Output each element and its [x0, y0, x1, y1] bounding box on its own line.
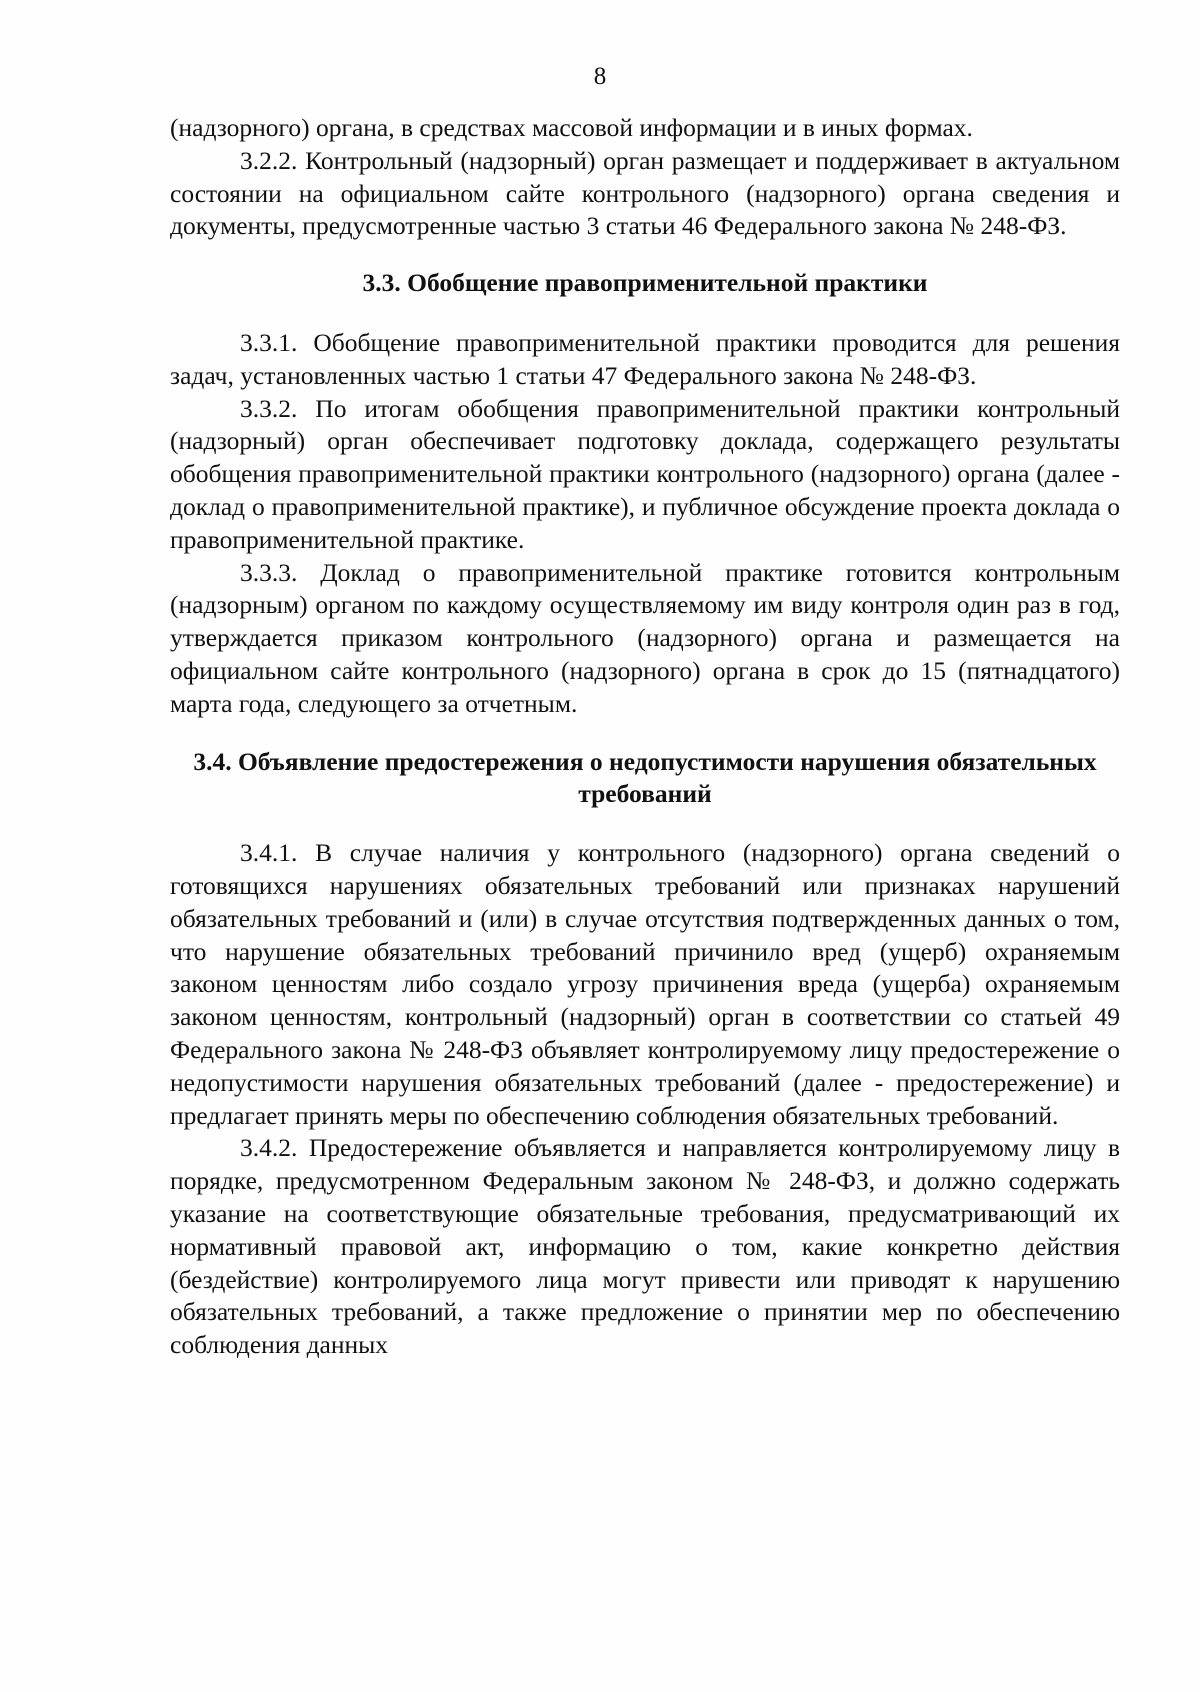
- paragraph-3-2-2: 3.2.2. Контрольный (надзорный) орган размещает и поддерживает в актуальном состоянии на официальном сайте контрольного (надзорного) органа сведения и документы, предусмотренные частью 3 статьи 46 Федерального закона № 248-ФЗ.: [170, 145, 1120, 241]
- document-body: [170, 112, 1120, 1362]
- paragraph-3-4-1: 3.4.1. В случае наличия у контрольного (надзорного) органа сведений о готовящихся нарушениях обязательных требований или признаках нарушений обязательных требований и (или) в случае отсутствия подтвержденных данных о том, что нарушение обязательных требований причинило вред (ущерб) охраняемым законом ценностям либо создало угрозу причинения вреда (ущерба) охраняемым законом ценностям, контрольный (надзорный) орган в соответствии со статьей 49 Федерального закона № 248-ФЗ объявляет контролируемому лицу предостережение о недопустимости нарушения обязательных требований (далее - предостережение) и предлагает принять меры по обеспечению соблюдения обязательных требований.: [170, 838, 1120, 1130]
- paragraph-3-3-2: 3.3.2. По итогам обобщения правоприменительной практики контрольный (надзорный) орган обеспечивает подготовку доклада, содержащего результаты обобщения правоприменительной практики контрольного (надзорного) органа (далее - доклад о правоприменительной практике), и публичное обсуждение проекта доклада о правоприменительной практике.: [170, 393, 1120, 554]
- page-number: 8: [593, 63, 607, 90]
- paragraph-3-4-2: 3.4.2. Предостережение объявляется и направляется контролируемому лицу в порядке, предусмотренном Федеральным законом № 248-ФЗ, и должно содержать указание на соответствующие обязательные требования, предусматривающий их нормативный правовой акт, информацию о том, какие конкретно действия (бездействие) контролируемого лица могут привести или приводят к нарушению обязательных требований, а также предложение о принятии мер по обеспечению соблюдения данных: [170, 1133, 1120, 1360]
- paragraph-3-3-3: 3.3.3. Доклад о правоприменительной практике готовится контрольным (надзорным) органом по каждому осуществляемому им виду контроля один раз в год, утверждается приказом контрольного (надзорного) органа и размещается на официальном сайте контрольного (надзорного) органа в срок до 15 (пятнадцатого) марта года, следующего за отчетным.: [170, 557, 1120, 718]
- section-heading-3-3: 3.3. Обобщение правоприменительной практики: [362, 268, 928, 298]
- paragraph-3-3-1: 3.3.1. Обобщение правоприменительной практики проводится для решения задач, установленных частью 1 статьи 47 Федерального закона № 248-ФЗ.: [170, 327, 1120, 390]
- section-heading-3-4: 3.4. Объявление предостережения о недопустимости нарушения обязательных требований: [193, 746, 1097, 809]
- paragraph-continuation: (надзорного) органа, в средствах массовой информации и в иных формах.: [170, 113, 973, 142]
